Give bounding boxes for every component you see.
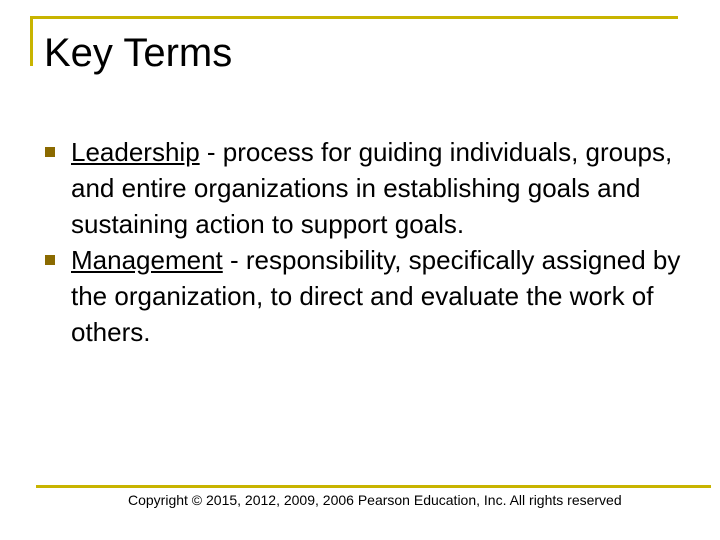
- bullet-item-management: [44, 242, 684, 350]
- bullet-item-leadership: [44, 134, 684, 242]
- title-frame-top: [30, 16, 678, 19]
- definition-leadership: - process for guiding individuals, groups, and entire organizations in establishing goals and sustaining action to support goals.: [71, 137, 673, 239]
- slide-title: Key Terms: [44, 31, 233, 75]
- term-leadership: Leadership: [71, 137, 200, 167]
- definition-management: - responsibility, specifically assigned by the organization, to direct and evaluate the work of others.: [71, 245, 681, 347]
- square-bullet-icon: [45, 255, 55, 265]
- term-management: Management: [71, 245, 223, 275]
- footer-divider: [36, 485, 711, 488]
- bullet-list: [44, 134, 684, 350]
- copyright-footer: Copyright © 2015, 2012, 2009, 2006 Pearson Education, Inc. All rights reserved: [128, 492, 622, 508]
- title-frame-left: [30, 16, 33, 66]
- square-bullet-icon: [45, 147, 55, 157]
